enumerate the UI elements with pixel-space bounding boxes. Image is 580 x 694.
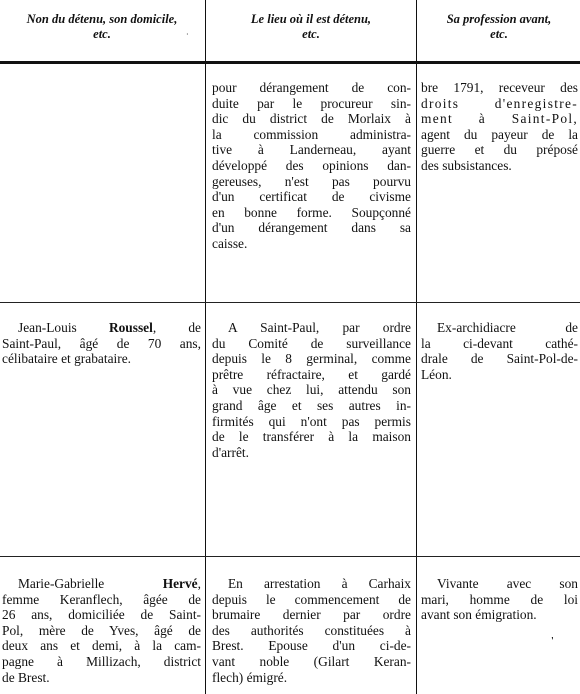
header-rule — [0, 61, 580, 64]
column-rule-1 — [205, 0, 206, 694]
row3-profession-cell: Vivante avec son mari, homme de loi avant son émigration. — [421, 576, 578, 623]
row2-name-cell: Jean-Louis Roussel, de Saint-Paul, âgé de 70 ans, célibataire et grabataire. — [2, 320, 201, 367]
header-col1: Non du détenu, son domicile, etc. — [26, 12, 178, 41]
row1-location-cell: pour dérangement de con- duite par le procureur sin- dic du district de Morlaix à la commission administra- tive à Landerneau, ayant développé des opinions dan- gereuses, n'est pas pourvu d'un certificat de civisme en bonne forme. Soupçonné d'un dérangement dans sa caisse. — [212, 80, 411, 251]
ink-speck: · — [186, 30, 189, 39]
row3-location-cell: En arrestation à Carhaix depuis le commencement de brumaire dernier par ordre des authorités constituées à Brest. Epouse d'un ci-de- vant noble (Gilart Keran- flech) émigré. — [212, 576, 411, 685]
row1-profession-cell: bre 1791, receveur des droits d'enregistre- ment à Saint-Pol, agent du payeur de la guerre et du préposé des subsistances. — [421, 80, 578, 173]
row2-profession-cell: Ex-archidiacre de la ci-devant cathé- drale de Saint-Pol-de- Léon. — [421, 320, 578, 382]
header-col3: Sa profession avant, etc. — [446, 12, 552, 41]
row3-name-cell: Marie-Gabrielle Hervé, femme Keranflech, âgée de 26 ans, domiciliée de Saint- Pol, mère de Yves, âgé de deux ans et demi, à la cam- pagne à Millizach, district de Brest. — [2, 576, 201, 685]
detainee-name-herve: Marie-Gabrielle Hervé, — [18, 576, 201, 591]
column-rule-2 — [416, 0, 417, 694]
row-separator-2 — [0, 556, 580, 557]
detainee-name-roussel: Jean-Louis Roussel, de — [18, 320, 201, 335]
row-separator-1 — [0, 302, 580, 303]
ink-speck: ' — [551, 636, 554, 647]
row2-location-cell: A Saint-Paul, par ordre du Comité de surveillance depuis le 8 germinal, comme prêtre réfractaire, et gardé à vue chez lui, attendu son grand âge et ses autres in- firmités qui n'ont pas permis de le transférer à la maison d'arrêt. — [212, 320, 411, 460]
header-col2: Le lieu où il est détenu, etc. — [250, 12, 372, 41]
